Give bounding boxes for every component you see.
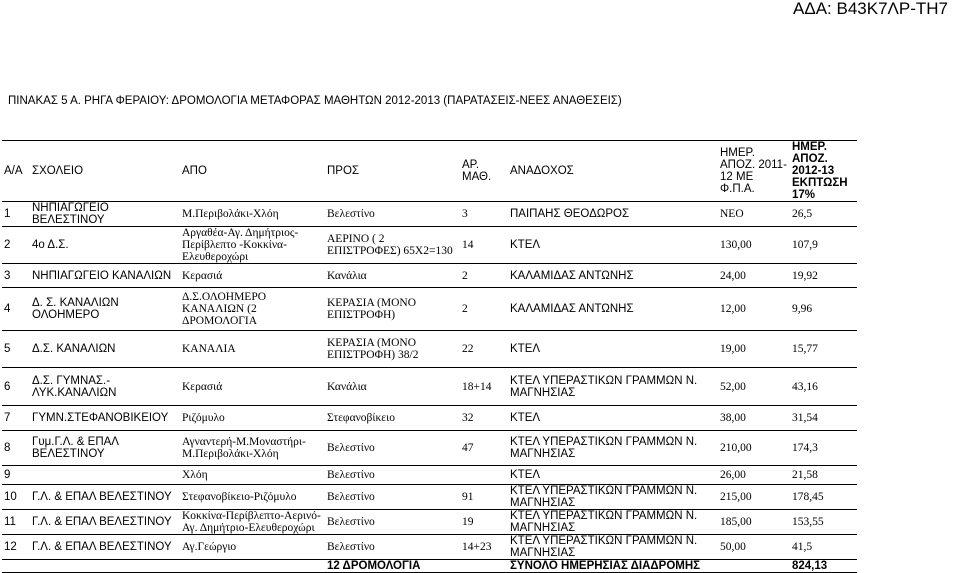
row-from: Κερασιά [180,368,325,406]
row-number: 10 [2,485,30,510]
row-contractor: ΚΤΕΛ [508,466,718,485]
row-cost-old: 210,00 [718,431,790,466]
row-students: 14 [460,227,508,264]
row-contractor: ΚΤΕΛ ΥΠΕΡΑΣΤΙΚΩΝ ΓΡΑΜΜΩΝ Ν. ΜΑΓΝΗΣΙΑΣ [508,431,718,466]
table-row [2,264,857,288]
row-cost-old: 19,00 [718,331,790,368]
row-school: Γυμ.Γ.Λ. & ΕΠΑΛ ΒΕΛΕΣΤΙΝΟΥ [30,431,180,466]
row-school: ΓΥΜΝ.ΣΤΕΦΑΝΟΒΙΚΕΙΟΥ [30,406,180,431]
row-from: Δ.Σ.ΟΛΟΗΜΕΡΟ ΚΑΝΑΛΙΩΝ (2 ΔΡΟΜΟΛΟΓΙΑ [180,288,325,331]
row-contractor: ΠΑΙΠΑΗΣ ΘΕΟΔΩΡΟΣ [508,202,718,227]
header-students: ΑΡ. ΜΑΘ. [460,141,508,202]
row-cost-old: 26,00 [718,466,790,485]
header-cost-old: ΗΜΕΡ. ΑΠΟΖ. 2011-12 ΜΕ Φ.Π.Α. [718,141,790,202]
row-contractor: ΚΤΕΛ [508,331,718,368]
routes-table [2,140,857,573]
table-row [2,331,857,368]
row-number: 1 [2,202,30,227]
row-to: Βελεστίνο [325,202,460,227]
row-cost-new: 153,55 [790,510,857,535]
row-students: 14+23 [460,535,508,560]
row-cost-new: 174,3 [790,431,857,466]
row-cost-old: 185,00 [718,510,790,535]
table-row [2,510,857,535]
row-from: Αργαθέα-Αγ. Δημήτριος-Περίβλεπτο -Κοκκίνα-Ελευθεροχώρι [180,227,325,264]
row-cost-old: 50,00 [718,535,790,560]
row-students [460,466,508,485]
row-from: Αγ.Γεώργιο [180,535,325,560]
table-row [2,202,857,227]
row-number: 6 [2,368,30,406]
row-cost-new: 9,96 [790,288,857,331]
row-cost-new: 15,77 [790,331,857,368]
table-title: ΠΙΝΑΚΑΣ 5 Α. ΡΗΓΑ ΦΕΡΑΙΟΥ: ΔΡΟΜΟΛΟΓΙΑ ΜΕΤΑΦΟΡΑΣ ΜΑΘΗΤΩΝ 2012-2013 (ΠΑΡΑΤΑΣΕΙΣ-ΝΕΕΣ ΑΝΑΘΕΣΕΙΣ) [8,95,622,107]
row-contractor: ΚΤΕΛ ΥΠΕΡΑΣΤΙΚΩΝ ΓΡΑΜΜΩΝ Ν. ΜΑΓΝΗΣΙΑΣ [508,510,718,535]
row-students: 47 [460,431,508,466]
row-students: 32 [460,406,508,431]
row-number: 3 [2,264,30,288]
row-school: ΝΗΠΙΑΓΩΓΕΙΟ ΒΕΛΕΣΤΙΝΟΥ [30,202,180,227]
total-value: 824,13 [790,560,857,573]
total-label: ΣΥΝΟΛΟ ΗΜΕΡΗΣΙΑΣ ΔΙΑΔΡΟΜΗΣ [508,560,790,573]
row-from: Αγναντερή-Μ.Μοναστήρι-Μ.Περιβολάκι-Χλόη [180,431,325,466]
row-cost-new: 26,5 [790,202,857,227]
row-cost-new: 107,9 [790,227,857,264]
row-number: 12 [2,535,30,560]
row-number: 4 [2,288,30,331]
table-row [2,466,857,485]
row-contractor: ΚΤΕΛ ΥΠΕΡΑΣΤΙΚΩΝ ΓΡΑΜΜΩΝ Ν. ΜΑΓΝΗΣΙΑΣ [508,535,718,560]
row-school [30,466,180,485]
row-school: ΝΗΠΙΑΓΩΓΕΙΟ ΚΑΝΑΛΙΩΝ [30,264,180,288]
row-students: 91 [460,485,508,510]
row-to: ΚΕΡΑΣΙΑ (ΜΟΝΟ ΕΠΙΣΤΡΟΦΗ) 38/2 [325,331,460,368]
table-row [2,368,857,406]
row-school: Δ.Σ. ΚΑΝΑΛΙΩΝ [30,331,180,368]
row-to: Βελεστίνο [325,466,460,485]
row-cost-new: 178,45 [790,485,857,510]
table-row [2,431,857,466]
row-school: Γ.Λ. & ΕΠΑΛ ΒΕΛΕΣΤΙΝΟΥ [30,535,180,560]
row-to: Βελεστίνο [325,431,460,466]
row-to: Βελεστίνο [325,510,460,535]
row-to: Κανάλια [325,264,460,288]
row-to: ΑΕΡΙΝΟ ( 2 ΕΠΙΣΤΡΟΦΕΣ) 65Χ2=130 [325,227,460,264]
header-from: ΑΠΟ [180,141,325,202]
row-students: 18+14 [460,368,508,406]
row-to: ΚΕΡΑΣΙΑ (ΜΟΝΟ ΕΠΙΣΤΡΟΦΗ) [325,288,460,331]
row-students: 2 [460,264,508,288]
row-cost-new: 43,16 [790,368,857,406]
row-cost-old: 130,00 [718,227,790,264]
row-cost-old: 52,00 [718,368,790,406]
row-students: 3 [460,202,508,227]
row-number: 2 [2,227,30,264]
row-to: Βελεστίνο [325,485,460,510]
row-cost-old: ΝΕΟ [718,202,790,227]
row-from: Χλόη [180,466,325,485]
row-from: Ριζόμυλο [180,406,325,431]
row-number: 9 [2,466,30,485]
row-contractor: ΚΤΕΛ [508,406,718,431]
row-school: Δ. Σ. ΚΑΝΑΛΙΩΝ ΟΛΟΗΜΕΡΟ [30,288,180,331]
row-number: 7 [2,406,30,431]
row-contractor: ΚΤΕΛ ΥΠΕΡΑΣΤΙΚΩΝ ΓΡΑΜΜΩΝ Ν. ΜΑΓΝΗΣΙΑΣ [508,485,718,510]
header-row [2,141,857,202]
table-row [2,485,857,510]
row-to: Βελεστίνο [325,535,460,560]
row-contractor: ΚΑΛΑΜΙΔΑΣ ΑΝΤΩΝΗΣ [508,288,718,331]
header-school: ΣΧΟΛΕΙΟ [30,141,180,202]
row-contractor: ΚΑΛΑΜΙΔΑΣ ΑΝΤΩΝΗΣ [508,264,718,288]
row-contractor: ΚΤΕΛ ΥΠΕΡΑΣΤΙΚΩΝ ΓΡΑΜΜΩΝ Ν. ΜΑΓΝΗΣΙΑΣ [508,368,718,406]
header-cost-new: ΗΜΕΡ. ΑΠΟΖ. 2012-13 ΕΚΠΤΩΣΗ 17% [790,141,857,202]
row-from: Κοκκίνα-Περίβλεπτο-Αερινό-Αγ. Δημήτριο-Ελευθεροχώρι [180,510,325,535]
row-from: Μ.Περιβολάκι-Χλόη [180,202,325,227]
row-cost-new: 19,92 [790,264,857,288]
row-school: Δ.Σ. ΓΥΜΝΑΣ.- ΛΥΚ.ΚΑΝΑΛΙΩΝ [30,368,180,406]
row-contractor: ΚΤΕΛ [508,227,718,264]
total-row [2,560,857,573]
total-routes: 12 ΔΡΟΜΟΛΟΓΙΑ [325,560,508,573]
header-contractor: ΑΝΑΔΟΧΟΣ [508,141,718,202]
row-school: Γ.Λ. & ΕΠΑΛ ΒΕΛΕΣΤΙΝΟΥ [30,485,180,510]
table-row [2,535,857,560]
row-from: Κερασιά [180,264,325,288]
row-school: Γ.Λ. & ΕΠΑΛ ΒΕΛΕΣΤΙΝΟΥ [30,510,180,535]
table-row [2,227,857,264]
row-cost-old: 24,00 [718,264,790,288]
row-students: 22 [460,331,508,368]
row-number: 8 [2,431,30,466]
row-cost-old: 12,00 [718,288,790,331]
row-cost-old: 38,00 [718,406,790,431]
table-row [2,406,857,431]
table-row [2,288,857,331]
row-cost-new: 21,58 [790,466,857,485]
row-cost-new: 31,54 [790,406,857,431]
row-students: 19 [460,510,508,535]
row-cost-old: 215,00 [718,485,790,510]
row-number: 11 [2,510,30,535]
row-number: 5 [2,331,30,368]
header-aa: Α/Α [2,141,30,202]
row-students: 2 [460,288,508,331]
row-from: Στεφανοβίκειο-Ριζόμυλο [180,485,325,510]
ada-stamp: ΑΔΑ: Β43Κ7ΛΡ-ΤΗ7 [793,0,948,18]
row-to: Κανάλια [325,368,460,406]
row-cost-new: 41,5 [790,535,857,560]
row-to: Στεφανοβίκειο [325,406,460,431]
header-to: ΠΡΟΣ [325,141,460,202]
row-from: ΚΑΝΑΛΙΑ [180,331,325,368]
row-school: 4ο Δ.Σ. [30,227,180,264]
